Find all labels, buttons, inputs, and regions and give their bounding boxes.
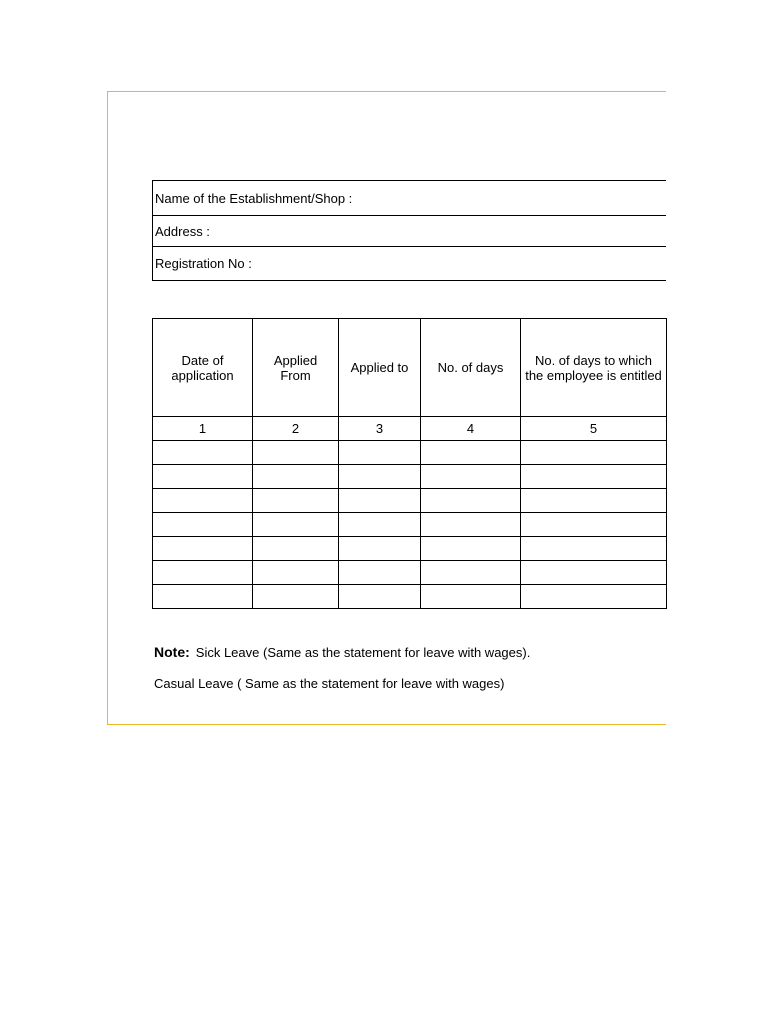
leave-table (152, 318, 667, 609)
table-row (153, 537, 667, 561)
table-cell (521, 537, 667, 561)
table-row (153, 441, 667, 465)
table-row (153, 585, 667, 609)
note-line (154, 644, 530, 660)
leave-table-header-row (153, 319, 667, 417)
header-date-of-application: Date of application (153, 319, 253, 417)
table-cell (339, 537, 421, 561)
table-cell (339, 585, 421, 609)
table-cell (253, 513, 339, 537)
header-no-of-days: No. of days (421, 319, 521, 417)
table-cell (153, 441, 253, 465)
table-cell (153, 537, 253, 561)
header-applied-to: Applied to (339, 319, 421, 417)
table-cell (253, 489, 339, 513)
table-cell (153, 489, 253, 513)
blank-rows (153, 441, 667, 609)
registration-label: Registration No : (153, 247, 667, 281)
header-applied-from: Applied From (253, 319, 339, 417)
table-row (153, 465, 667, 489)
address-row (153, 216, 667, 247)
table-cell (339, 465, 421, 489)
table-cell (339, 489, 421, 513)
column-number-row (153, 417, 667, 441)
establishment-label: Name of the Establishment/Shop : (153, 181, 667, 216)
table-cell (521, 585, 667, 609)
table-cell (521, 513, 667, 537)
table-cell (339, 561, 421, 585)
table-cell (521, 489, 667, 513)
table-cell (421, 513, 521, 537)
column-number: 1 (153, 417, 253, 441)
address-label: Address : (153, 216, 667, 247)
table-cell (421, 465, 521, 489)
table-cell (421, 441, 521, 465)
header-days-entitled: No. of days to which the employee is entitled (521, 319, 667, 417)
column-number: 2 (253, 417, 339, 441)
table-cell (421, 489, 521, 513)
table-cell (339, 513, 421, 537)
casual-leave-note: Casual Leave ( Same as the statement for leave with wages) (154, 676, 505, 691)
table-cell (153, 561, 253, 585)
table-row (153, 561, 667, 585)
sick-leave-note: Sick Leave (Same as the statement for leave with wages). (195, 645, 531, 660)
table-cell (421, 561, 521, 585)
registration-row (153, 247, 667, 281)
note-label: Note: (154, 644, 190, 660)
table-cell (153, 513, 253, 537)
table-cell (421, 585, 521, 609)
table-row (153, 489, 667, 513)
column-number: 3 (339, 417, 421, 441)
establishment-row (153, 181, 667, 216)
column-number: 5 (521, 417, 667, 441)
establishment-info-table (152, 180, 666, 281)
table-cell (153, 465, 253, 489)
table-cell (253, 537, 339, 561)
table-cell (521, 465, 667, 489)
table-cell (153, 585, 253, 609)
table-cell (339, 441, 421, 465)
table-cell (521, 561, 667, 585)
table-cell (521, 441, 667, 465)
table-cell (253, 465, 339, 489)
table-cell (253, 441, 339, 465)
table-row (153, 513, 667, 537)
table-cell (421, 537, 521, 561)
table-cell (253, 561, 339, 585)
table-cell (253, 585, 339, 609)
column-number: 4 (421, 417, 521, 441)
